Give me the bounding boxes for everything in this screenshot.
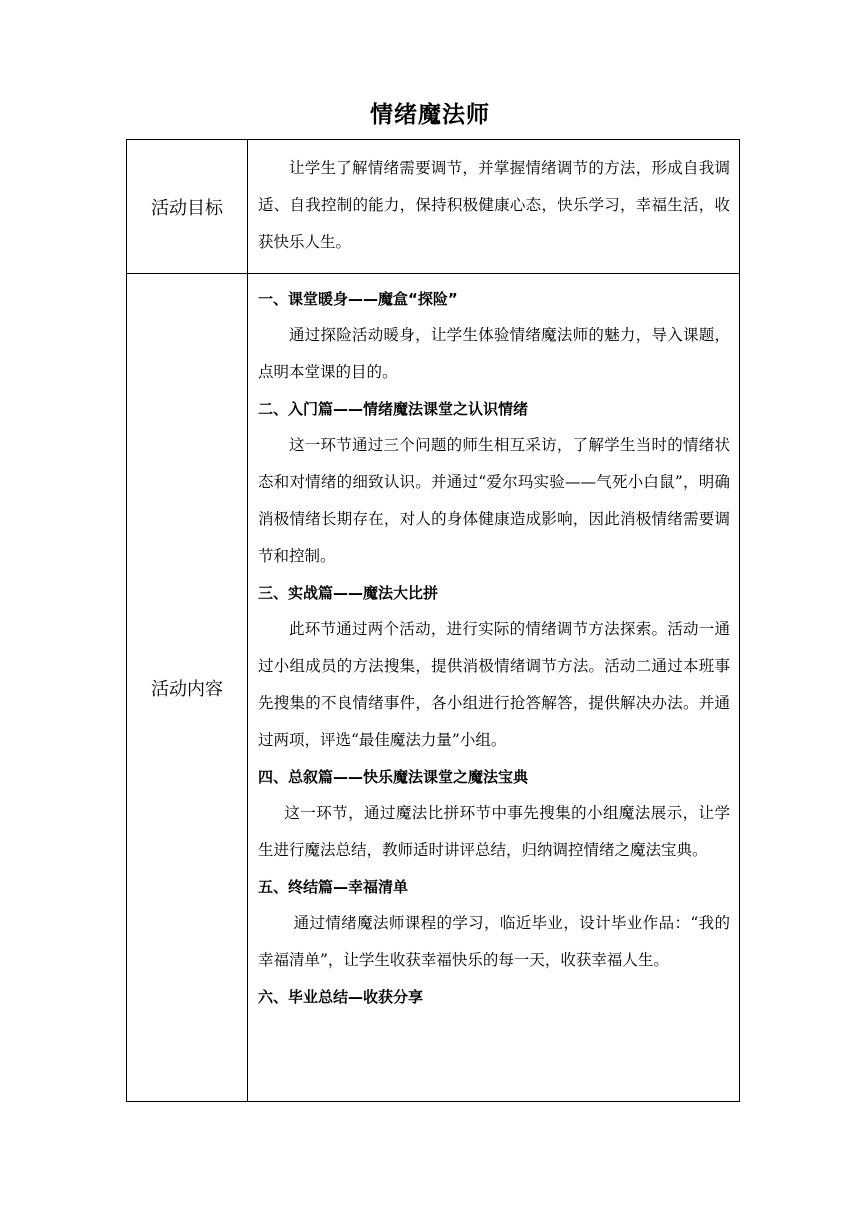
- document-title: 情绪魔法师: [370, 102, 490, 128]
- section-heading-6: 六、毕业总结—收获分享: [258, 988, 424, 1006]
- section-heading-1: 一、课堂暖身——魔盒“探险”: [258, 290, 458, 308]
- section-body-5: 通过情绪魔法师课程的学习，临近毕业，设计毕业作品：“我的幸福清单”，让学生收获幸福快乐的每一天，收获幸福人生。: [258, 914, 730, 969]
- goal-text: 让学生了解情绪需要调节，并掌握情绪调节的方法，形成自我调适、自我控制的能力，保持积极健康心态，快乐学习，幸福生活，收获快乐人生。: [258, 159, 730, 251]
- content-row: [127, 274, 740, 1102]
- section-body-2: 这一环节通过三个问题的师生相互采访，了解学生当时的情绪状态和对情绪的细致认识。并通过“爱尔玛实验——气死小白鼠”，明确消极情绪长期存在，对人的身体健康造成影响，因此消极情绪需要调节和控制。: [258, 436, 730, 565]
- lesson-plan-table: [126, 139, 740, 1102]
- section-heading-4: 四、总叙篇——快乐魔法课堂之魔法宝典: [258, 768, 529, 786]
- section-heading-3: 三、实战篇——魔法大比拼: [258, 584, 439, 602]
- section-body-1: 通过探险活动暖身，让学生体验情绪魔法师的魅力，导入课题，点明本堂课的目的。: [258, 326, 730, 381]
- goal-cell: [248, 140, 740, 274]
- goal-label: 活动目标: [127, 140, 248, 274]
- section-heading-2: 二、入门篇——情绪魔法课堂之认识情绪: [258, 400, 529, 418]
- section-body-3: 此环节通过两个活动，进行实际的情绪调节方法探索。活动一通过小组成员的方法搜集，提供消极情绪调节方法。活动二通过本班事先搜集的不良情绪事件，各小组进行抢答解答，提供解决办法。并通过两项，评选“最佳魔法力量”小组。: [258, 620, 730, 749]
- section-heading-5: 五、终结篇—幸福清单: [258, 878, 409, 896]
- content-label: 活动内容: [127, 274, 248, 1102]
- content-sections: [258, 274, 730, 1015]
- goal-row: [127, 140, 740, 274]
- content-cell: [248, 274, 740, 1102]
- section-body-4: 这一环节，通过魔法比拼环节中事先搜集的小组魔法展示，让学生进行魔法总结，教师适时讲评总结，归纳调控情绪之魔法宝典。: [258, 804, 730, 859]
